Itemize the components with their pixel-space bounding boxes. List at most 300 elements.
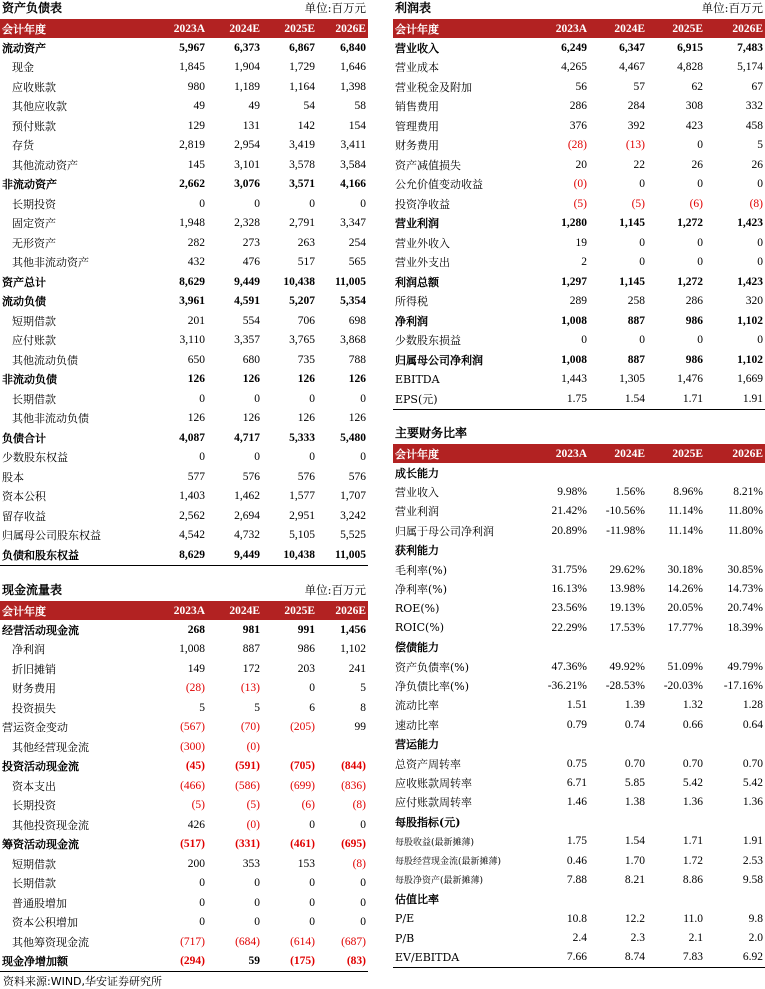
value-cell: 706 (297, 314, 315, 327)
table-row (393, 116, 765, 136)
table-row (0, 58, 368, 78)
value-cell: 1,948 (179, 217, 205, 230)
income-statement-panel (393, 0, 765, 410)
balance-header-row (0, 19, 368, 38)
value-cell: (586) (235, 779, 260, 792)
value-cell: 6,347 (619, 41, 645, 54)
value-cell: 8.86 (682, 873, 703, 886)
value-cell: 5,967 (179, 41, 205, 54)
header-label-cell: 会计年度 (0, 19, 152, 38)
row-label: 归属于母公司净利润 (395, 524, 494, 538)
value-cell: 9.98% (557, 486, 587, 499)
value-cell: 153 (297, 857, 315, 870)
value-cell: 0 (254, 392, 260, 405)
value-cell: (5) (631, 197, 645, 210)
value-cell: 9,449 (234, 275, 260, 288)
row-label: 长期投资 (12, 799, 56, 813)
value-cell: (13) (625, 139, 645, 152)
value-cell: 7.83 (647, 948, 705, 968)
value-cell: 5,354 (340, 295, 366, 308)
value-cell: 258 (627, 295, 645, 308)
value-cell: 1.46 (566, 796, 587, 809)
row-label: 其他非流动资产 (12, 256, 89, 270)
value-cell (705, 734, 765, 753)
value-cell: 650 (187, 353, 205, 366)
value-cell: 0 (309, 682, 315, 695)
row-label: 营业收入 (395, 486, 439, 500)
value-cell: 16.13% (551, 583, 587, 596)
value-cell: 0 (254, 916, 260, 929)
table-row (0, 350, 368, 370)
value-cell: 0 (309, 818, 315, 831)
value-cell: 0 (254, 451, 260, 464)
value-cell: 698 (348, 314, 366, 327)
row-label: 营业外收入 (395, 236, 450, 250)
value-cell: 1,669 (737, 373, 763, 386)
table-row (393, 155, 765, 175)
value-cell: 0.79 (566, 718, 587, 731)
row-label: 净负债比率(%) (395, 679, 470, 693)
row-label: 其他投资现金流 (12, 818, 89, 832)
value-cell: (684) (235, 935, 260, 948)
value-cell: 0 (254, 197, 260, 210)
value-cell: 0 (199, 896, 205, 909)
value-cell: 1,456 (340, 623, 366, 636)
table-row (393, 890, 765, 909)
value-cell: 2,328 (234, 217, 260, 230)
value-cell: 3,357 (234, 334, 260, 347)
value-cell: 273 (242, 236, 260, 249)
value-cell: 1.75 (533, 389, 589, 409)
value-cell: 0 (697, 178, 703, 191)
row-label: 非流动负债 (2, 373, 57, 387)
value-cell: 1.72 (682, 854, 703, 867)
table-row (0, 233, 368, 253)
row-label: 资本公积 (2, 490, 46, 504)
row-label: 速动比率 (395, 718, 439, 732)
value-cell: 21.42% (551, 505, 587, 518)
table-row (0, 311, 368, 331)
row-label: 投资损失 (12, 701, 56, 715)
value-cell: 1,008 (179, 643, 205, 656)
row-label: 资本支出 (12, 779, 56, 793)
value-cell: 8.21% (733, 486, 763, 499)
value-cell: 735 (297, 353, 315, 366)
value-cell: 1,102 (737, 353, 763, 366)
value-cell: 1,145 (619, 217, 645, 230)
value-cell: 3,961 (179, 295, 205, 308)
cashflow-unit: 单位:百万元 (304, 583, 366, 597)
value-cell: 51.09% (667, 660, 703, 673)
table-row (393, 851, 765, 870)
income-header-row (393, 19, 765, 38)
row-label: 存货 (12, 139, 34, 153)
value-cell: 1,164 (289, 80, 315, 93)
value-cell: 1,102 (737, 314, 763, 327)
value-cell: 9.58 (742, 873, 763, 886)
table-row (393, 541, 765, 560)
row-label: 成长能力 (395, 466, 439, 480)
row-label: 管理费用 (395, 119, 439, 133)
value-cell: 11.80% (727, 524, 763, 537)
value-cell: 1.91 (705, 389, 765, 409)
value-cell: 6.92 (705, 948, 765, 968)
value-cell: 4,828 (677, 61, 703, 74)
value-cell: 67 (751, 80, 763, 93)
row-label: 负债和股东权益 (0, 545, 152, 565)
value-cell: 11,005 (317, 545, 368, 565)
value-cell: 9,449 (207, 545, 262, 565)
table-row (393, 463, 765, 482)
value-cell (589, 812, 647, 831)
table-row (393, 97, 765, 117)
table-row (0, 952, 368, 972)
row-label: P/B (395, 931, 415, 945)
value-cell: 99 (354, 721, 366, 734)
table-row (0, 737, 368, 757)
value-cell: 4,166 (340, 178, 366, 191)
value-cell: 3,242 (340, 509, 366, 522)
row-label: 营业利润 (395, 505, 439, 519)
value-cell: 1,102 (340, 643, 366, 656)
value-cell: 1,272 (677, 275, 703, 288)
table-row (393, 58, 765, 78)
value-cell: 23.56% (551, 602, 587, 615)
value-cell: 0 (309, 877, 315, 890)
value-cell: 7.66 (533, 948, 589, 968)
value-cell: 1.28 (742, 699, 763, 712)
ratios-title-bar (393, 425, 765, 444)
value-cell: 49.79% (727, 660, 763, 673)
table-row (0, 796, 368, 816)
table-row (393, 136, 765, 156)
value-cell: 11.0 (683, 912, 703, 925)
value-cell: 1,845 (179, 61, 205, 74)
table-row (393, 696, 765, 715)
value-cell: 0.70 (742, 757, 763, 770)
value-cell: 991 (297, 623, 315, 636)
header-year-cell: 2025E (647, 444, 705, 463)
row-label: 现金 (12, 61, 34, 75)
row-label: 短期借款 (12, 857, 56, 871)
table-row (393, 579, 765, 598)
value-cell: (687) (341, 935, 366, 948)
value-cell: 3,076 (234, 178, 260, 191)
value-cell: 0 (360, 877, 366, 890)
value-cell (647, 463, 705, 482)
value-cell: (331) (235, 838, 260, 851)
value-cell: 0.66 (682, 718, 703, 731)
row-label: 财务费用 (395, 139, 439, 153)
value-cell: (567) (180, 721, 205, 734)
value-cell: 4,732 (234, 529, 260, 542)
value-cell: 12.2 (624, 912, 645, 925)
value-cell (317, 737, 368, 757)
value-cell: 1.75 (566, 835, 587, 848)
value-cell: 2,951 (289, 509, 315, 522)
row-label: 所得税 (395, 295, 428, 309)
value-cell: 1.71 (682, 835, 703, 848)
row-label: 每股净资产(最新摊薄) (395, 876, 484, 887)
value-cell: 14.73% (727, 583, 763, 596)
value-cell: 0 (199, 451, 205, 464)
table-row (393, 214, 765, 234)
value-cell: (614) (290, 935, 315, 948)
row-label: 预付账款 (12, 119, 56, 133)
value-cell: 9.8 (748, 912, 763, 925)
cashflow-title-bar (0, 582, 368, 601)
value-cell: 0 (360, 896, 366, 909)
value-cell: 8,629 (152, 545, 207, 565)
value-cell: 1,904 (234, 61, 260, 74)
row-label: 其他应收款 (12, 100, 67, 114)
row-label: 经营活动现金流 (2, 623, 79, 637)
value-cell: 142 (297, 119, 315, 132)
value-cell: 126 (242, 373, 260, 386)
value-cell: 268 (187, 623, 205, 636)
table-row (0, 38, 368, 58)
table-row (393, 77, 765, 97)
value-cell: 149 (187, 662, 205, 675)
table-row (0, 116, 368, 136)
value-cell: (717) (180, 935, 205, 948)
value-cell: 8,629 (179, 275, 205, 288)
table-row (0, 679, 368, 699)
header-year-cell: 2024E (207, 601, 262, 620)
value-cell: 577 (187, 470, 205, 483)
value-cell: 26 (691, 158, 703, 171)
row-label: 财务费用 (12, 682, 56, 696)
value-cell: 0 (697, 334, 703, 347)
row-label: 长期借款 (12, 392, 56, 406)
row-label: 现金净增加额 (0, 952, 152, 972)
row-label: 资产总计 (2, 275, 46, 289)
table-row (393, 272, 765, 292)
value-cell: 0.70 (682, 757, 703, 770)
header-label-cell: 会计年度 (393, 19, 533, 38)
value-cell: 5,333 (289, 431, 315, 444)
row-label: 净利率(%) (395, 583, 448, 597)
table-row (393, 754, 765, 773)
income-statement-title: 利润表 (395, 1, 432, 15)
table-row (0, 77, 368, 97)
header-year-cell: 2025E (647, 19, 705, 38)
table-row (0, 428, 368, 448)
value-cell: (591) (235, 760, 260, 773)
row-label: 营运资金变动 (2, 721, 68, 735)
row-label: 长期投资 (12, 197, 56, 211)
value-cell: 5,480 (340, 431, 366, 444)
value-cell: 0 (697, 236, 703, 249)
row-label: 应付账款周转率 (395, 796, 472, 810)
value-cell: 1,297 (561, 275, 587, 288)
value-cell: 0.74 (624, 718, 645, 731)
value-cell: (5) (246, 799, 260, 812)
value-cell: 3,347 (340, 217, 366, 230)
value-cell: 0.64 (742, 718, 763, 731)
value-cell: 5,525 (340, 529, 366, 542)
table-row (393, 638, 765, 657)
header-year-cell: 2026E (317, 19, 368, 38)
value-cell: 6 (309, 701, 315, 714)
value-cell: 887 (627, 314, 645, 327)
value-cell: 432 (187, 256, 205, 269)
table-row (393, 734, 765, 753)
value-cell: 62 (691, 80, 703, 93)
table-row (0, 659, 368, 679)
value-cell: 517 (297, 256, 315, 269)
value-cell: 1.32 (682, 699, 703, 712)
value-cell: (175) (262, 952, 317, 972)
value-cell (705, 890, 765, 909)
row-label: 销售费用 (395, 100, 439, 114)
value-cell: 3,571 (289, 178, 315, 191)
header-year-cell: 2026E (705, 444, 765, 463)
table-row (0, 214, 368, 234)
value-cell: -36.21% (547, 679, 587, 692)
value-cell: (695) (341, 838, 366, 851)
value-cell (705, 812, 765, 831)
value-cell: (83) (317, 952, 368, 972)
table-row (393, 657, 765, 676)
table-row (393, 599, 765, 618)
value-cell: 11.80% (727, 505, 763, 518)
value-cell: 1.51 (566, 699, 587, 712)
value-cell: -28.53% (605, 679, 645, 692)
value-cell: 282 (187, 236, 205, 249)
header-year-cell: 2025E (262, 19, 317, 38)
table-row (0, 331, 368, 351)
table-row (393, 521, 765, 540)
table-row (0, 389, 368, 409)
value-cell: 576 (242, 470, 260, 483)
row-label: 营业外支出 (395, 256, 450, 270)
row-label: 筹资活动现金流 (2, 838, 79, 852)
row-label: 估值比率 (395, 893, 439, 907)
value-cell: 320 (745, 295, 763, 308)
row-label: 资本公积增加 (12, 916, 78, 930)
value-cell: 1,729 (289, 61, 315, 74)
value-cell: 47.36% (551, 660, 587, 673)
value-cell: 4,542 (179, 529, 205, 542)
value-cell: -10.56% (605, 505, 645, 518)
value-cell: (844) (341, 760, 366, 773)
value-cell: 0 (639, 334, 645, 347)
value-cell: 576 (297, 470, 315, 483)
value-cell: 59 (207, 952, 262, 972)
row-label: 净利润 (395, 314, 428, 328)
value-cell: 3,101 (234, 158, 260, 171)
table-row (0, 97, 368, 117)
value-cell: -17.16% (723, 679, 763, 692)
value-cell: 0 (581, 334, 587, 347)
value-cell: 7,483 (737, 41, 763, 54)
value-cell: 0 (199, 877, 205, 890)
value-cell: 4,087 (179, 431, 205, 444)
value-cell: 0 (199, 392, 205, 405)
value-cell: 11.14% (667, 505, 703, 518)
value-cell: (8) (352, 857, 366, 870)
value-cell: 1,398 (340, 80, 366, 93)
value-cell (533, 734, 589, 753)
value-cell: 17.53% (609, 621, 645, 634)
value-cell: 56 (575, 80, 587, 93)
value-cell: 6,249 (561, 41, 587, 54)
value-cell: 4,265 (561, 61, 587, 74)
balance-sheet-panel (0, 0, 368, 566)
value-cell: 2.1 (688, 932, 703, 945)
value-cell: 1,280 (561, 217, 587, 230)
value-cell: 126 (297, 412, 315, 425)
header-year-cell: 2023A (533, 444, 589, 463)
value-cell: 284 (627, 100, 645, 113)
value-cell: 286 (569, 100, 587, 113)
cashflow-panel (0, 582, 368, 972)
balance-sheet-title-bar (0, 0, 368, 19)
value-cell: 5,174 (737, 61, 763, 74)
value-cell: (8) (352, 799, 366, 812)
value-cell: 254 (348, 236, 366, 249)
value-cell: 1,145 (619, 275, 645, 288)
value-cell: 2,954 (234, 139, 260, 152)
header-year-cell: 2025E (262, 601, 317, 620)
table-row (393, 773, 765, 792)
value-cell: (205) (290, 721, 315, 734)
value-cell: 458 (745, 119, 763, 132)
value-cell: 3,419 (289, 139, 315, 152)
value-cell (647, 638, 705, 657)
value-cell: 4,717 (234, 431, 260, 444)
value-cell: 5 (360, 682, 366, 695)
value-cell: 308 (685, 100, 703, 113)
value-cell: 20 (575, 158, 587, 171)
value-cell: 0 (254, 877, 260, 890)
table-row (393, 870, 765, 889)
value-cell: 986 (297, 643, 315, 656)
table-row (0, 448, 368, 468)
row-label: 应收账款周转率 (395, 776, 472, 790)
value-cell: 172 (242, 662, 260, 675)
value-cell: 392 (627, 119, 645, 132)
value-cell: 0 (639, 236, 645, 249)
table-row (393, 482, 765, 501)
value-cell: 3,584 (340, 158, 366, 171)
row-label: 营业税金及附加 (395, 80, 472, 94)
value-cell: 0 (757, 334, 763, 347)
table-row (0, 815, 368, 835)
value-cell: 8.96% (673, 486, 703, 499)
row-label: ROE(%) (395, 601, 440, 615)
value-cell: (0) (573, 178, 587, 191)
row-label: 长期借款 (12, 877, 56, 891)
value-cell: 20.89% (551, 524, 587, 537)
value-cell: 5.85 (624, 776, 645, 789)
value-cell: 0 (697, 256, 703, 269)
value-cell: (466) (180, 779, 205, 792)
value-cell: 3,765 (289, 334, 315, 347)
value-cell: 126 (242, 412, 260, 425)
row-label: EV/EBITDA (393, 948, 533, 968)
value-cell: 3,110 (179, 334, 205, 347)
table-row (393, 928, 765, 947)
row-label: 其他经营现金流 (12, 740, 89, 754)
row-label: ROIC(%) (395, 621, 445, 635)
row-label: 毛利率(%) (395, 563, 448, 577)
value-cell: 0 (757, 236, 763, 249)
value-cell: (45) (185, 760, 205, 773)
row-label: 营运能力 (395, 738, 439, 752)
value-cell: 2.0 (748, 932, 763, 945)
